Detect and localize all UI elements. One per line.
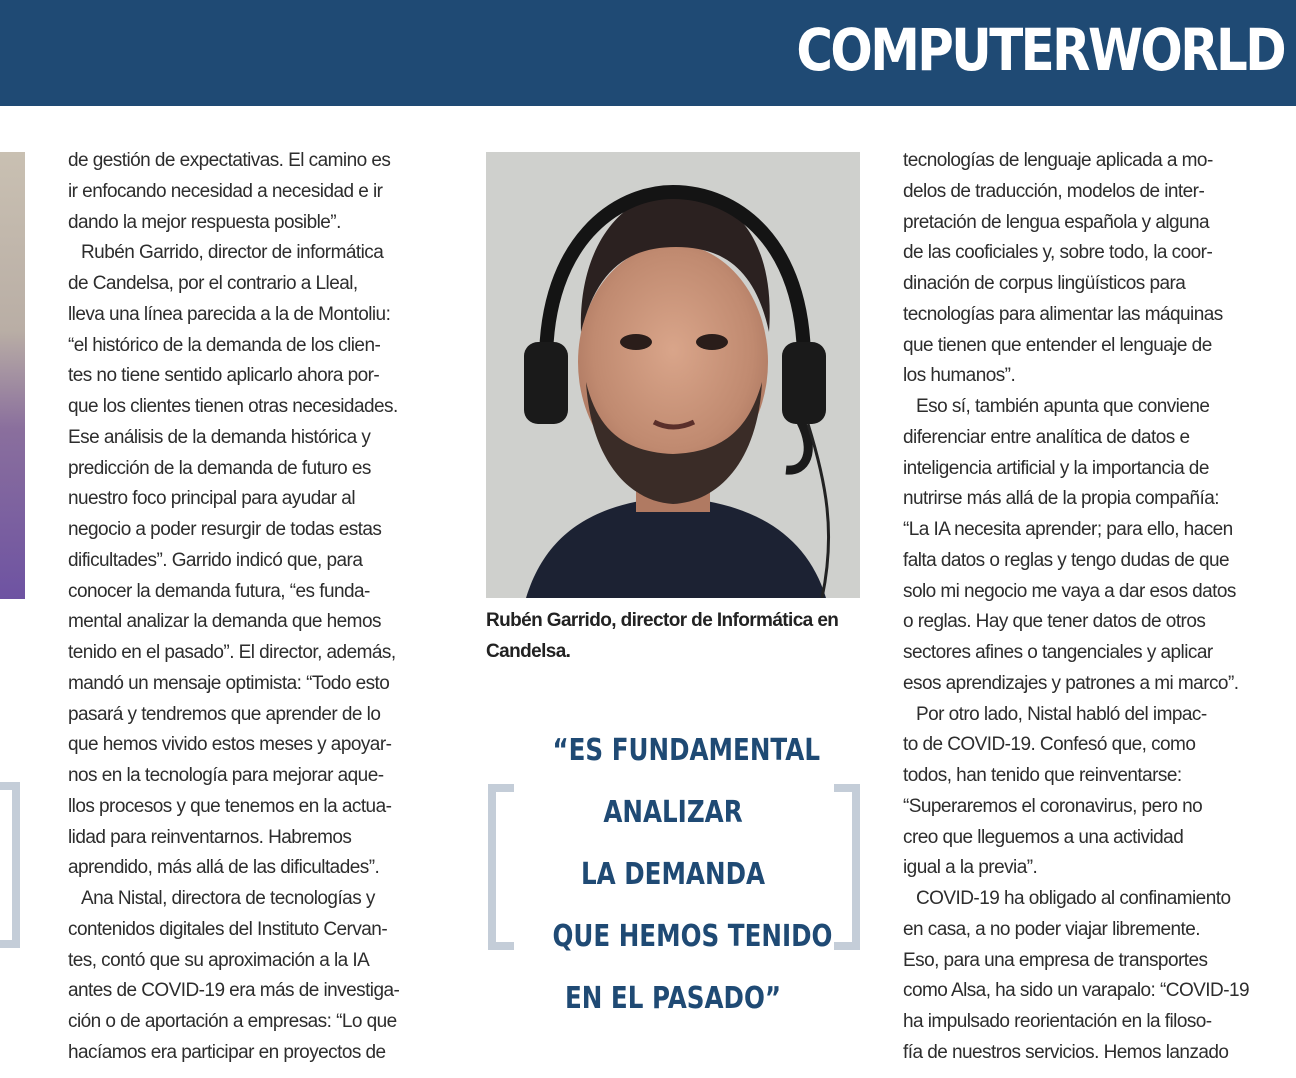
text-line: en casa, a no poder viajar libremente. bbox=[903, 918, 1201, 940]
text-line: EN EL PASADO” bbox=[564, 981, 782, 1016]
text-line: llos procesos y que tenemos en la actua- bbox=[68, 795, 392, 817]
text-line: contenidos digitales del Instituto Cervan- bbox=[68, 918, 388, 940]
photo-caption: Rubén Garrido, director de Informática en Candelsa. bbox=[486, 610, 839, 662]
text-line: QUE HEMOS TENIDO bbox=[552, 919, 833, 954]
text-line: que los clientes tienen otras necesidades. bbox=[68, 396, 398, 417]
text-line: Rubén Garrido, director de informática bbox=[81, 242, 384, 264]
text-line: “Superaremos el coronavirus, pero no bbox=[903, 795, 1203, 817]
text-line: falta datos o reglas y tengo dudas de que bbox=[903, 549, 1230, 571]
text-line: de Candelsa, por el contrario a Lleal, bbox=[68, 273, 358, 294]
text-line: que tienen que entender el lenguaje de bbox=[903, 334, 1212, 356]
text-line: igual a la previa”. bbox=[903, 857, 1038, 879]
text-line: esos aprendizajes y patrones a mi marco”. bbox=[903, 672, 1239, 694]
text-line: Eso sí, también apunta que conviene bbox=[916, 396, 1210, 417]
text-line: como Alsa, ha sido un varapalo: “COVID-19 bbox=[903, 980, 1250, 1002]
text-line: ha impulsado reorientación en la filoso- bbox=[903, 1011, 1212, 1032]
text-line: predicción de la demanda de futuro es bbox=[68, 457, 371, 479]
text-line: nos en la tecnología para mejorar aque- bbox=[68, 765, 384, 786]
text-line: creo que lleguemos a una actividad bbox=[903, 826, 1184, 848]
text-line: inteligencia artificial y la importancia de bbox=[903, 457, 1209, 479]
text-line: mental analizar la demanda que hemos bbox=[68, 611, 381, 633]
text-line: de gestión de expectativas. El camino es bbox=[68, 150, 391, 171]
text-line: dificultades”. Garrido indicó que, para bbox=[68, 549, 363, 571]
text-line: Por otro lado, Nistal habló del impac- bbox=[916, 703, 1207, 725]
text-line: ANALIZAR bbox=[603, 795, 743, 830]
text-line: nutrirse más allá de la propia compañía: bbox=[903, 488, 1219, 510]
text-line: Ese análisis de la demanda histórica y bbox=[68, 426, 371, 448]
text-line: sectores afines o tangenciales y aplicar bbox=[903, 642, 1213, 663]
text-line: o reglas. Hay que tener datos de otros bbox=[903, 611, 1206, 633]
text-line: mandó un mensaje optimista: “Todo esto bbox=[68, 672, 390, 694]
text-line: hacíamos era participar en proyectos de bbox=[68, 1041, 386, 1063]
text-line: que hemos vivido estos meses y apoyar- bbox=[68, 734, 392, 756]
cropped-quote-bracket bbox=[0, 782, 20, 948]
text-line: dinación de corpus lingüísticos para bbox=[903, 273, 1186, 294]
text-line: COVID-19 ha obligado al confinamiento bbox=[916, 888, 1231, 909]
text-line: pasará y tendremos que aprender de lo bbox=[68, 703, 381, 725]
text-line: Ana Nistal, directora de tecnologías y bbox=[81, 888, 375, 909]
text-line: tecnologías de lenguaje aplicada a mo- bbox=[903, 150, 1213, 171]
text-line: ir enfocando necesidad a necesidad e ir bbox=[68, 180, 383, 202]
text-line: tenido en el pasado”. El director, además, bbox=[68, 642, 396, 663]
text-line: aprendido, más allá de las dificultades”. bbox=[68, 857, 380, 879]
pull-quote bbox=[486, 720, 860, 1020]
portrait-photo bbox=[486, 152, 860, 598]
portrait-photo-icon bbox=[486, 152, 860, 598]
text-line: delos de traducción, modelos de inter- bbox=[903, 180, 1205, 202]
text-line: conocer la demanda futura, “es funda- bbox=[68, 580, 370, 602]
text-line: de las cooficiales y, sobre todo, la coor- bbox=[903, 242, 1213, 264]
quote-bracket-left bbox=[488, 784, 514, 950]
text-line: LA DEMANDA bbox=[580, 857, 766, 892]
text-line: Eso, para una empresa de transportes bbox=[903, 949, 1208, 971]
text-line: nuestro foco principal para ayudar al bbox=[68, 488, 355, 510]
text-line: “ES FUNDAMENTAL bbox=[552, 733, 820, 768]
masthead-bar bbox=[0, 0, 1296, 106]
text-line: lleva una línea parecida a la de Montoliu: bbox=[68, 303, 391, 325]
text-line: diferenciar entre analítica de datos e bbox=[903, 426, 1190, 448]
text-line: todos, han tenido que reinventarse: bbox=[903, 765, 1182, 786]
article-column-left bbox=[68, 146, 444, 1069]
text-line: lidad para reinventarnos. Habremos bbox=[68, 826, 352, 848]
text-line: pretación de lengua española y alguna bbox=[903, 211, 1210, 233]
text-line: “La IA necesita aprender; para ello, hacen bbox=[903, 519, 1233, 540]
cropped-photo-edge bbox=[0, 152, 25, 599]
text-line: solo mi negocio me vaya a dar esos datos bbox=[903, 580, 1236, 602]
brand-logo: COMPUTERWORLD bbox=[796, 16, 1284, 84]
text-line: tes, contó que su aproximación a la IA bbox=[68, 949, 370, 971]
text-line: tes no tiene sentido aplicarlo ahora por- bbox=[68, 365, 380, 387]
text-line: “el histórico de la demanda de los clien- bbox=[68, 334, 381, 356]
text-line: fía de nuestros servicios. Hemos lanzado bbox=[903, 1041, 1229, 1063]
text-line: dando la mejor respuesta posible”. bbox=[68, 211, 341, 233]
text-line: ción o de aportación a empresas: “Lo que bbox=[68, 1011, 397, 1032]
text-line: to de COVID-19. Confesó que, como bbox=[903, 734, 1196, 756]
quote-bracket-right bbox=[834, 784, 860, 950]
text-line: los humanos”. bbox=[903, 365, 1016, 387]
pull-quote-text bbox=[526, 720, 833, 1030]
text-line: negocio a poder resurgir de todas estas bbox=[68, 519, 382, 540]
text-line: tecnologías para alimentar las máquinas bbox=[903, 303, 1223, 325]
article-column-right bbox=[903, 146, 1281, 1069]
text-line: antes de COVID-19 era más de investiga- bbox=[68, 980, 400, 1002]
